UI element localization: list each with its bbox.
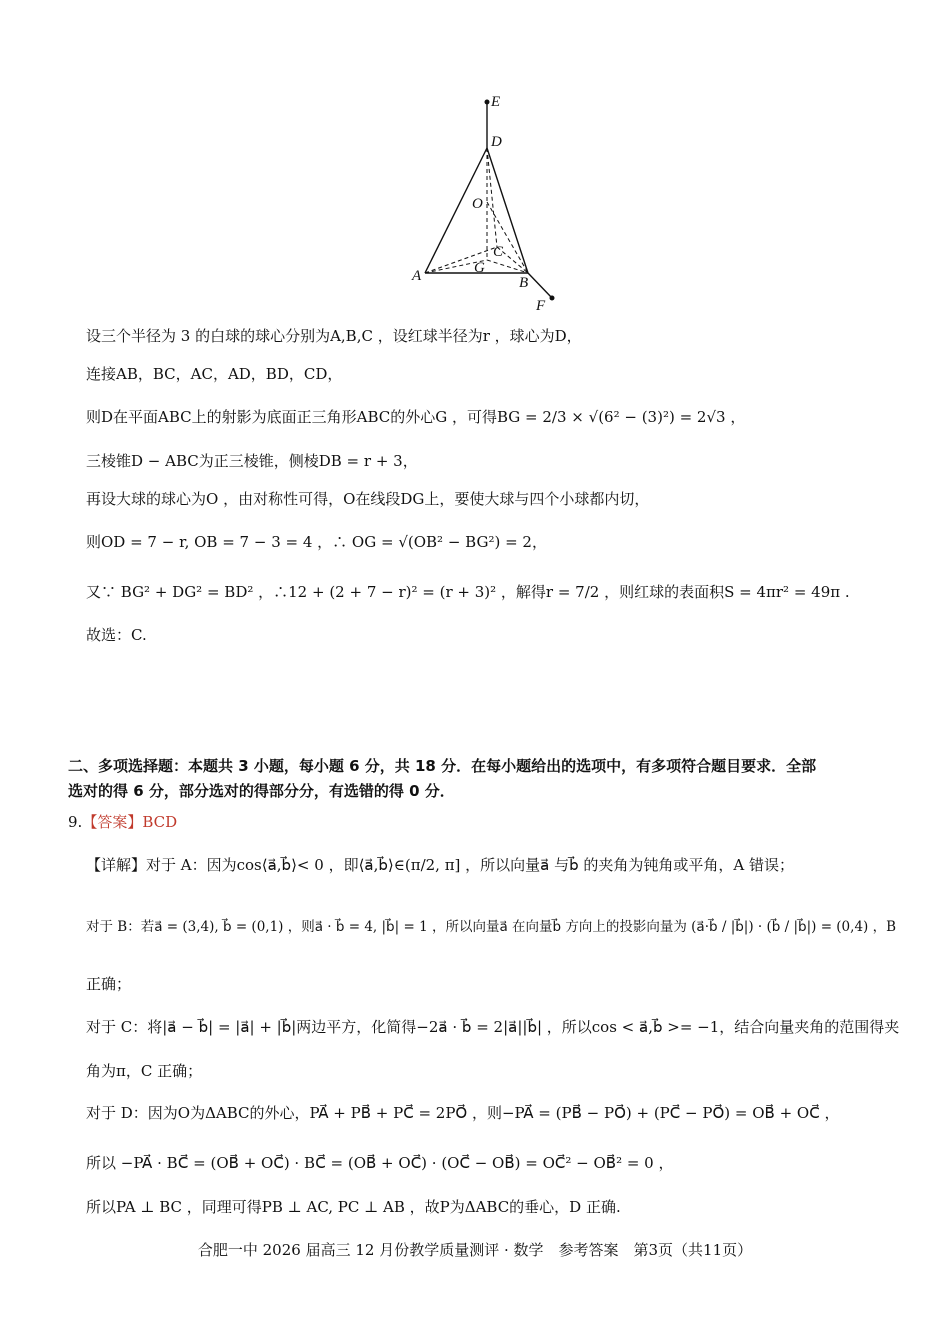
label-a: A xyxy=(412,268,422,284)
point-f xyxy=(550,296,555,301)
label-d: D xyxy=(491,134,502,150)
solution-line-3: 则D在平面ABC上的射影为底面正三角形ABC的外心G ，可得BG = 2/3 × √(6² − (3)²) = 2√3 ， xyxy=(86,408,746,426)
label-g: G xyxy=(474,260,485,276)
section-2-heading-line-2: 选对的得 6 分，部分选对的得部分分，有选错的得 0 分． xyxy=(68,782,455,800)
segment-bf xyxy=(528,273,552,298)
detail-line-5: 角为π，C 正确； xyxy=(86,1062,203,1080)
page-footer: 合肥一中 2026 届高三 12 月份教学质量测评 · 数学 参考答案 第3页（共11页） xyxy=(197,1241,753,1259)
detail-line-8: 所以PA ⊥ BC ，同理可得PB ⊥ AC, PC ⊥ AB ，故P为ΔABC的垂心，D 正确. xyxy=(86,1198,621,1216)
point-e xyxy=(485,100,490,105)
question-number: 9. xyxy=(68,813,83,831)
question-9-header xyxy=(68,812,177,832)
detail-line-1: 【详解】对于 A：因为cos⟨a⃗,b⃗⟩< 0 ，即⟨a⃗,b⃗⟩∈(π/2, π] ，所以向量a⃗ 与b⃗ 的夹角为钝角或平角，A 错误； xyxy=(86,856,795,874)
solution-line-5: 再设大球的球心为O ，由对称性可得，O在线段DG上，要使大球与四个小球都内切， xyxy=(86,490,650,508)
detail-line-6: 对于 D：因为O为ΔABC的外心，PA⃗ + PB⃗ + PC⃗ = 2PO⃗ ，则−PA⃗ = (PB⃗ − PO⃗) + (PC⃗ − PO⃗) = OB⃗ + OC⃗ ， xyxy=(86,1104,840,1122)
label-f: F xyxy=(536,298,546,314)
label-c: C xyxy=(493,244,504,260)
tetrahedron-figure xyxy=(395,90,575,315)
detail-line-2: 对于 B：若a⃗ = (3,4), b⃗ = (0,1) ，则a⃗ · b⃗ = 4, |b⃗| = 1 ，所以向量a⃗ 在向量b⃗ 方向上的投影向量为 (a⃗·b⃗ / |b⃗|) · (b⃗ / |b⃗|) = (0,4) ，B xyxy=(86,919,897,935)
solution-line-4: 三棱锥D − ABC为正三棱锥，侧棱DB = r + 3， xyxy=(86,452,418,470)
solution-line-8: 故选：C. xyxy=(86,626,147,644)
label-o: O xyxy=(472,196,483,212)
detail-line-7: 所以 −PA⃗ · BC⃗ = (OB⃗ + OC⃗) · BC⃗ = (OB⃗ + OC⃗) · (OC⃗ − OB⃗) = OC⃗² − OB⃗² = 0 ， xyxy=(86,1154,674,1172)
section-2-heading-line-1: 二、多项选择题：本题共 3 小题，每小题 6 分，共 18 分．在每小题给出的选项中，有多项符合题目要求．全部 xyxy=(68,757,817,775)
solution-line-6: 则OD = 7 − r, OB = 7 − 3 = 4 ，∴ OG = √(OB² − BG²) = 2， xyxy=(86,533,547,551)
solution-line-1: 设三个半径为 3 的白球的球心分别为A,B,C ，设红球半径为r ，球心为D， xyxy=(86,327,582,345)
answer-label: 【答案】BCD xyxy=(82,813,178,831)
detail-line-3: 正确； xyxy=(86,975,132,993)
detail-line-4: 对于 C：将|a⃗ − b⃗| = |a⃗| + |b⃗|两边平方，化简得−2a⃗ · b⃗ = 2|a⃗||b⃗| ，所以cos < a⃗,b⃗ >= −1，结合向量夹角的范围得夹 xyxy=(86,1018,900,1036)
label-e: E xyxy=(491,94,501,110)
segment-gb xyxy=(487,260,528,273)
solution-line-7: 又∵ BG² + DG² = BD² ，∴12 + (2 + 7 − r)² = (r + 3)² ，解得r = 7/2 ，则红球的表面积S = 4πr² = 49π . xyxy=(86,583,850,601)
solution-line-2: 连接AB，BC，AC，AD，BD，CD， xyxy=(86,365,343,383)
label-b: B xyxy=(519,275,529,291)
